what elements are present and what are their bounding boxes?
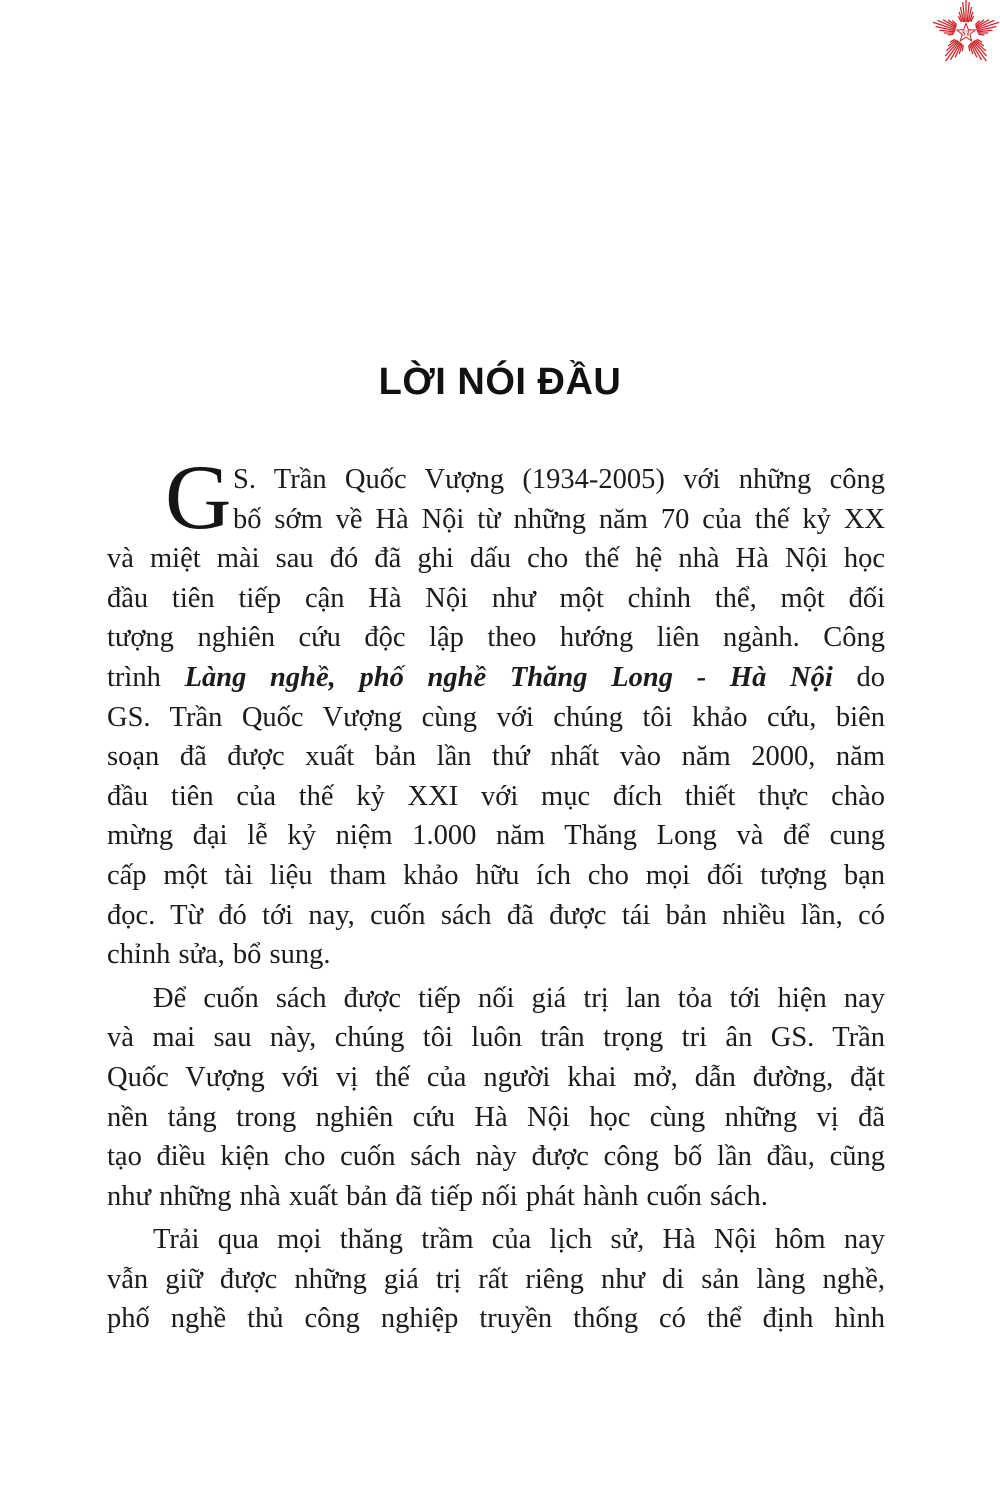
logo-monogram: ST <box>961 28 971 38</box>
text-line <box>107 539 885 579</box>
text-line <box>107 1299 885 1339</box>
text-segment: như những nhà xuất bản đã tiếp nối phát hành cuốn sách. <box>107 1180 768 1212</box>
text-segment: Trải qua mọi thăng trầm của lịch sử, Hà Nội hôm nay <box>153 1224 885 1256</box>
publisher-logo <box>929 0 1000 70</box>
text-line <box>107 1220 885 1260</box>
text-line <box>107 658 885 698</box>
text-line <box>107 1098 885 1138</box>
text-segment: chỉnh sửa, bổ sung. <box>107 939 331 971</box>
text-segment: đầu tiên của thế kỷ XXI với mục đích thiết thực chào <box>107 780 885 812</box>
text-line <box>107 1177 885 1217</box>
text-segment: GS. Trần Quốc Vượng cùng với chúng tôi khảo cứu, biên <box>107 701 885 733</box>
text-segment: nền tảng trong nghiên cứu Hà Nội học cùng những vị đã <box>107 1101 885 1133</box>
text-line <box>107 777 885 817</box>
text-segment: do <box>832 661 886 693</box>
text-segment: soạn đã được xuất bản lần thứ nhất vào năm 2000, năm <box>107 741 885 773</box>
text-segment: phố nghề thủ công nghiệp truyền thống có thể định hình <box>107 1303 885 1335</box>
text-segment: mừng đại lễ kỷ niệm 1.000 năm Thăng Long và để cung <box>107 820 885 852</box>
page-title: LỜI NÓI ĐẦU <box>378 361 622 404</box>
text-line <box>107 896 885 936</box>
text-segment: đọc. Từ đó tới nay, cuốn sách đã được tái bản nhiều lần, có <box>107 899 885 931</box>
text-line <box>107 816 885 856</box>
text-line <box>107 618 885 658</box>
text-segment: Để cuốn sách được tiếp nối giá trị lan tỏa tới hiện nay <box>153 982 885 1014</box>
text-segment: tượng nghiên cứu độc lập theo hướng liên ngành. Công <box>107 622 885 654</box>
text-line <box>107 1137 885 1177</box>
text-line <box>107 856 885 896</box>
text-segment: Quốc Vượng với vị thế của người khai mở, dẫn đường, đặt <box>107 1061 885 1093</box>
text-segment: đầu tiên tiếp cận Hà Nội như một chỉnh thể, một đối <box>107 582 885 614</box>
text-segment: trình <box>107 661 185 693</box>
text-line <box>107 1018 885 1058</box>
text-segment: vẫn giữ được những giá trị rất riêng như di sản làng nghề, <box>107 1263 885 1295</box>
drop-cap: G <box>165 446 232 548</box>
paragraph <box>107 1220 885 1339</box>
text-segment: cấp một tài liệu tham khảo hữu ích cho mọi đối tượng bạn <box>107 859 885 891</box>
paragraph <box>107 979 885 1217</box>
text-line <box>107 698 885 738</box>
text-segment: bố sớm về Hà Nội từ những năm 70 của thế kỷ XX <box>233 503 885 535</box>
text-line <box>107 935 885 975</box>
body-text <box>107 446 886 1339</box>
text-segment: S. Trần Quốc Vượng (1934-2005) với những công <box>233 464 885 495</box>
paragraph <box>107 446 886 975</box>
text-segment: tạo điều kiện cho cuốn sách này được công bố lần đầu, cũng <box>107 1141 885 1173</box>
star-burst-icon <box>929 0 1000 70</box>
text-line <box>107 1260 885 1300</box>
text-segment: và mai sau này, chúng tôi luôn trân trọng tri ân GS. Trần <box>107 1022 885 1054</box>
text-line <box>107 1058 885 1098</box>
text-segment: và miệt mài sau đó đã ghi dấu cho thế hệ nhà Hà Nội học <box>107 543 885 575</box>
text-line <box>107 579 885 619</box>
text-line <box>107 737 885 777</box>
text-line <box>107 979 885 1019</box>
book-title-emphasis: Làng nghề, phố nghề Thăng Long - Hà Nội <box>184 661 833 693</box>
